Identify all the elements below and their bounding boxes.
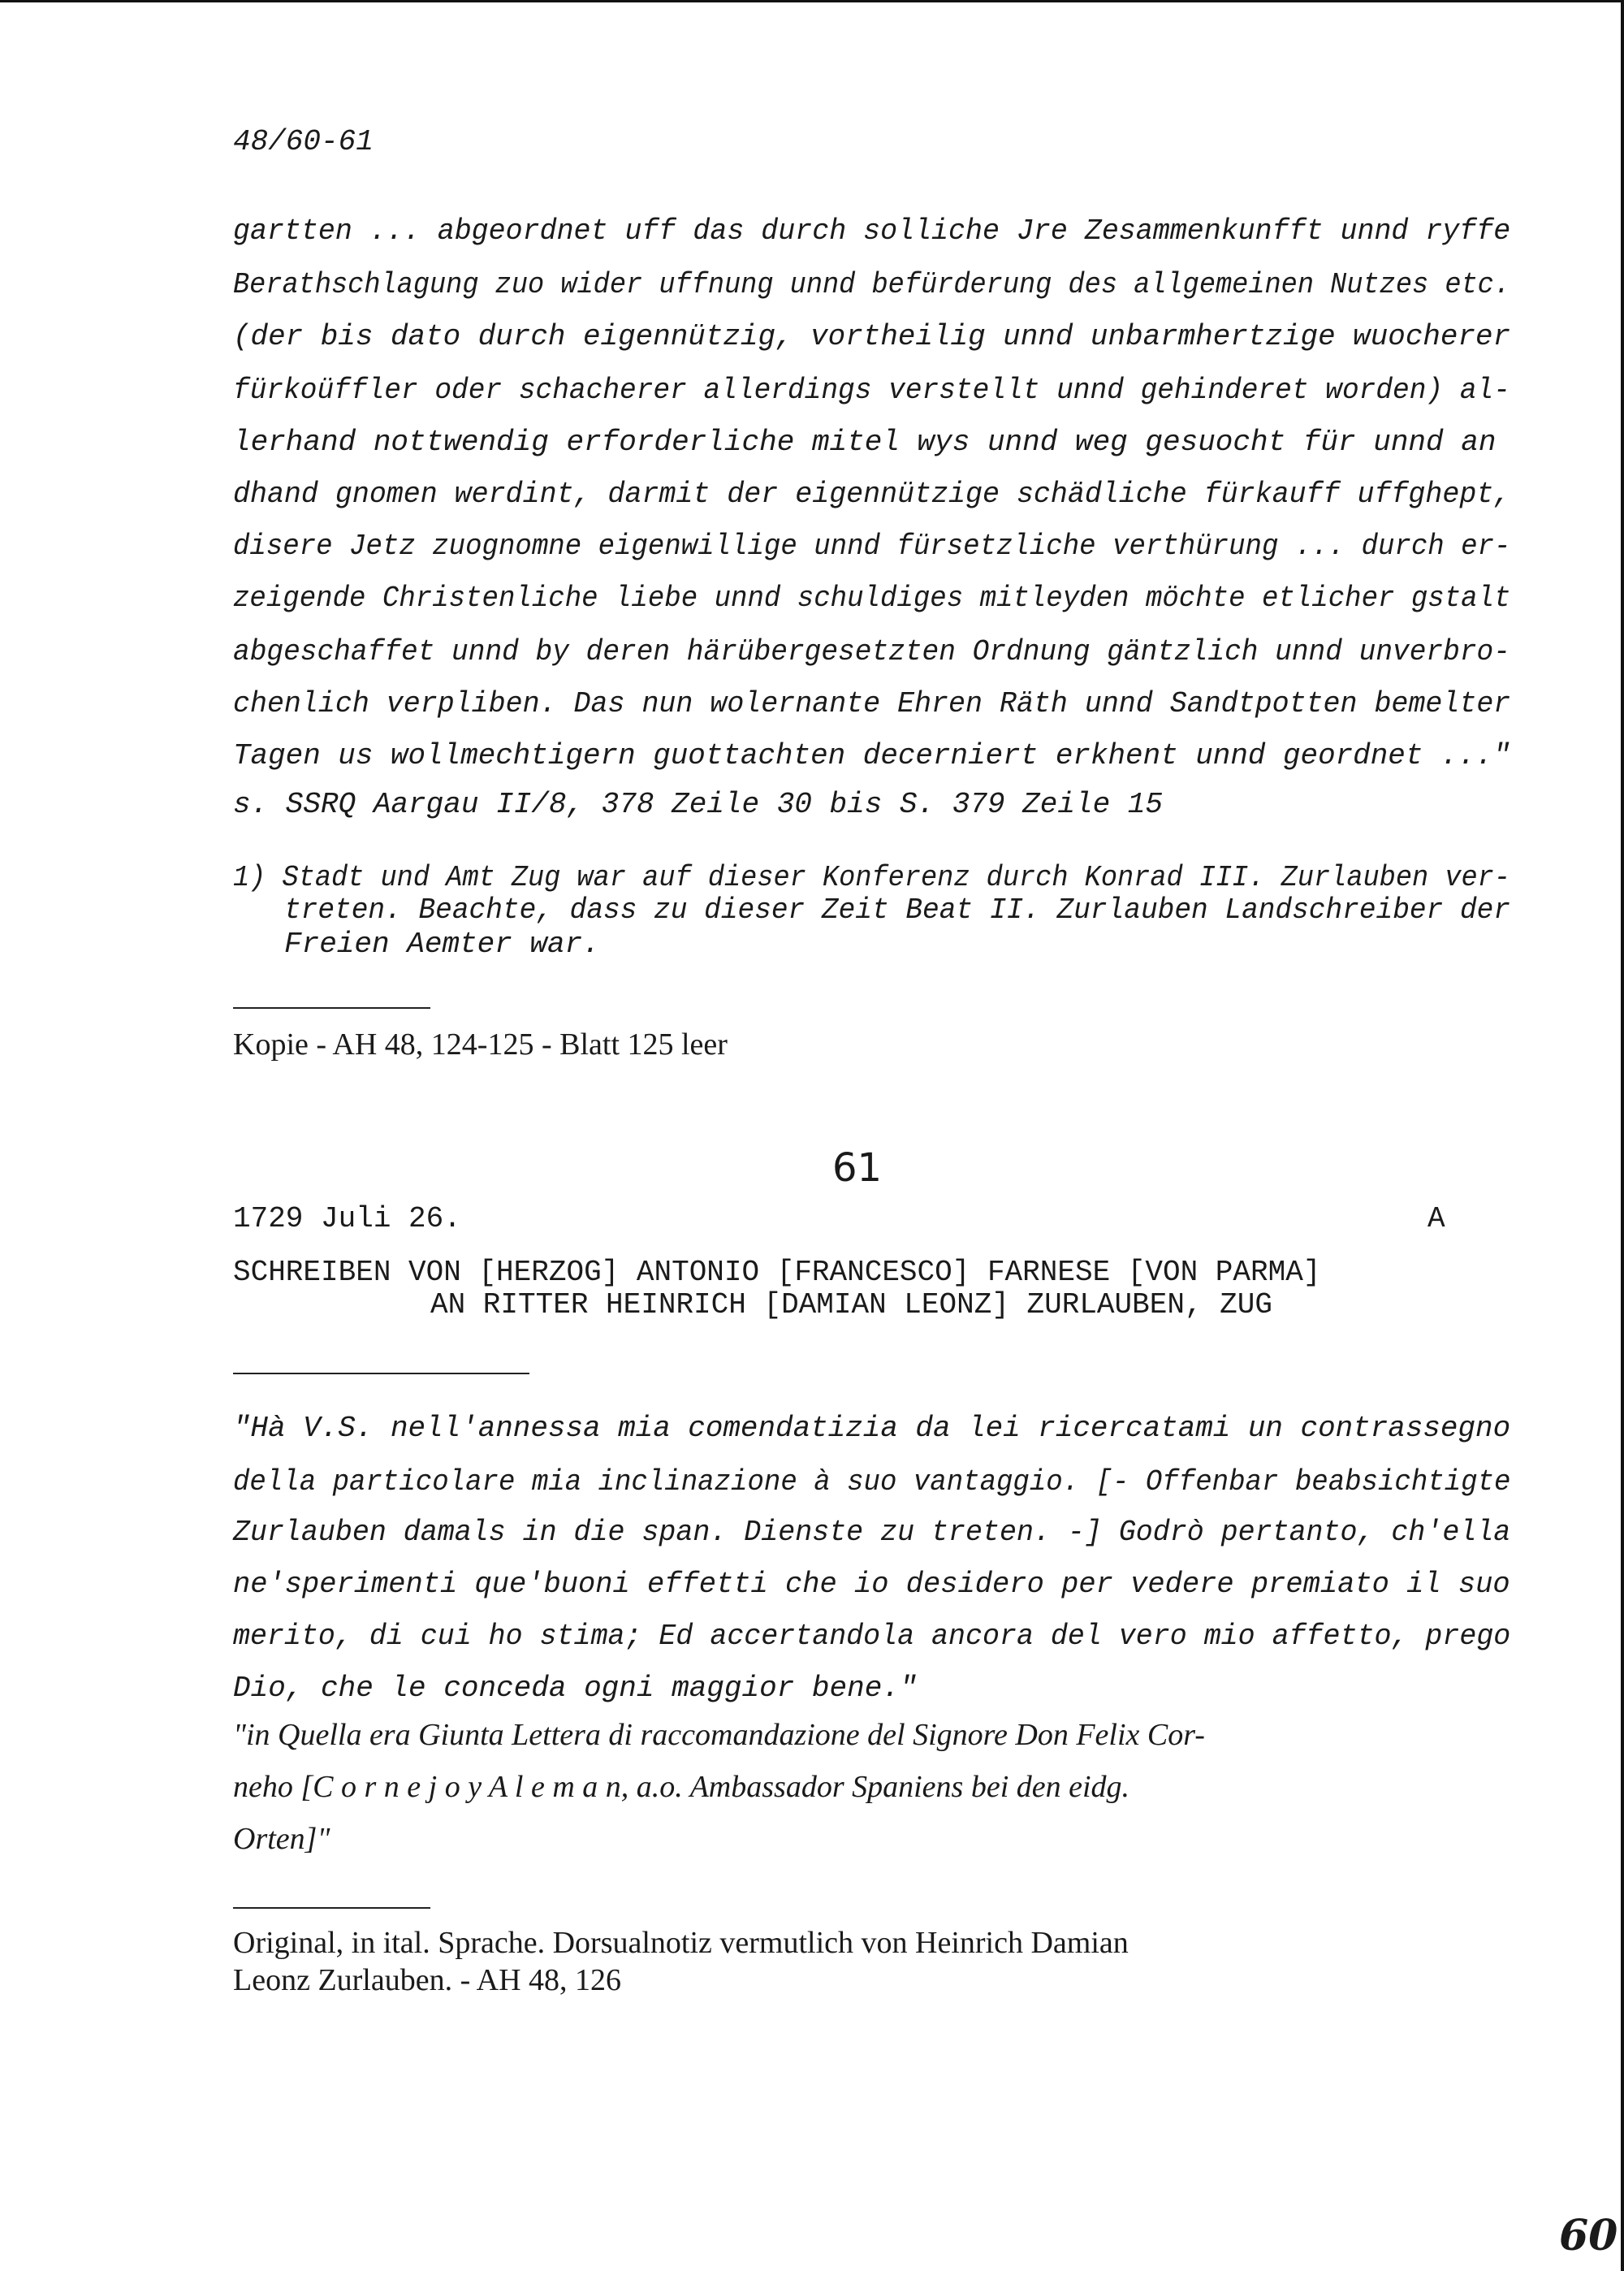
footnote-line: 1) Stadt und Amt Zug war auf dieser Konferenz durch Konrad III. Zurlauben ver- <box>233 861 1511 894</box>
quote-line: Berathschlagung zuo wider uffnung unnd befürderung des allgemeinen Nutzes etc. <box>233 268 1511 301</box>
letter-line: Dio, che le conceda ogni maggior bene." <box>233 1672 918 1705</box>
source-note: Leonz Zurlauben. - AH 48, 126 <box>233 1963 622 1997</box>
letter-line: Zurlauben damals in die span. Dienste zu treten. -] Godrò pertanto, ch'ella <box>233 1516 1511 1549</box>
quote-line: abgeschaffet unnd by deren härübergesetzten Ordnung gäntzlich unnd unverbro- <box>233 635 1510 668</box>
quote-line: gartten ... abgeordnet uff das durch solliche Jre Zesammenkunfft unnd ryffe <box>233 214 1511 248</box>
entry-title-line: AN RITTER HEINRICH [DAMIAN LEONZ] ZURLAUBEN, ZUG <box>430 1288 1272 1322</box>
citation-line: s. SSRQ Aargau II/8, 378 Zeile 30 bis S. 379 Zeile 15 <box>233 788 1163 821</box>
quote-line: chenlich verpliben. Das nun wolernante Ehren Räth unnd Sandtpotten bemelter <box>233 687 1511 720</box>
footnote-line: treten. Beachte, dass zu dieser Zeit Beat II. Zurlauben Landschreiber der <box>284 893 1511 927</box>
scan-edge-top <box>0 0 1624 2</box>
entry-date: 1729 Juli 26. <box>233 1202 461 1235</box>
letter-line: della particolare mia inclinazione à suo vantaggio. [- Offenbar beabsichtigte <box>233 1465 1511 1499</box>
dorsal-line: "in Quella era Giunta Lettera di raccomandazione del Signore Don Felix Cor- <box>233 1718 1205 1752</box>
scan-edge-right <box>1621 0 1624 2271</box>
quote-line: (der bis dato durch eigennützig, vortheilig unnd unbarmhertzige wuocherer <box>233 320 1511 353</box>
divider-rule <box>233 1907 430 1909</box>
header-reference: 48/60-61 <box>233 125 374 158</box>
entry-number: 61 <box>832 1145 883 1191</box>
quote-line: Tagen us wollmechtigern guottachten decerniert erkhent unnd geordnet ..." <box>233 739 1511 772</box>
quote-line: fürkoüffler oder schacherer allerdings verstellt unnd gehinderet worden) al- <box>233 374 1510 407</box>
source-note: Original, in ital. Sprache. Dorsualnotiz vermutlich von Heinrich Damian <box>233 1926 1129 1960</box>
divider-rule <box>233 1007 430 1009</box>
letter-line: merito, di cui ho stima; Ed accertandola ancora del vero mio affetto, prego <box>233 1620 1511 1653</box>
divider-rule <box>233 1373 529 1374</box>
handwritten-page-mark: 60 <box>1559 2211 1618 2260</box>
quote-line: dhand gnomen werdint, darmit der eigennützige schädliche fürkauff uffghept, <box>233 478 1511 511</box>
entry-title-line: SCHREIBEN VON [HERZOG] ANTONIO [FRANCESCO] FARNESE [VON PARMA] <box>233 1256 1321 1289</box>
quote-line: lerhand nottwendig erforderliche mitel wys unnd weg gesuocht für unnd an <box>233 426 1497 459</box>
quote-line: zeigende Christenliche liebe unnd schuldiges mitleyden möchte etlicher gstalt <box>233 582 1511 615</box>
dorsal-line: neho [C o r n e j o y A l e m a n, a.o. Ambassador Spaniens bei den eidg. <box>233 1770 1130 1804</box>
source-note: Kopie - AH 48, 124-125 - Blatt 125 leer <box>233 1027 728 1062</box>
footnote-line: Freien Aemter war. <box>284 928 600 961</box>
quote-line: disere Jetz zuognomne eigenwillige unnd fürsetzliche verthürung ... durch er- <box>233 530 1511 563</box>
dorsal-line: Orten]" <box>233 1822 330 1856</box>
letter-line: "Hà V.S. nell'annessa mia comendatizia da lei ricercatami un contrassegno <box>233 1412 1511 1445</box>
letter-line: ne'sperimenti que'buoni effetti che io desidero per vedere premiato il suo <box>233 1568 1510 1601</box>
entry-marker: A <box>1427 1202 1445 1235</box>
